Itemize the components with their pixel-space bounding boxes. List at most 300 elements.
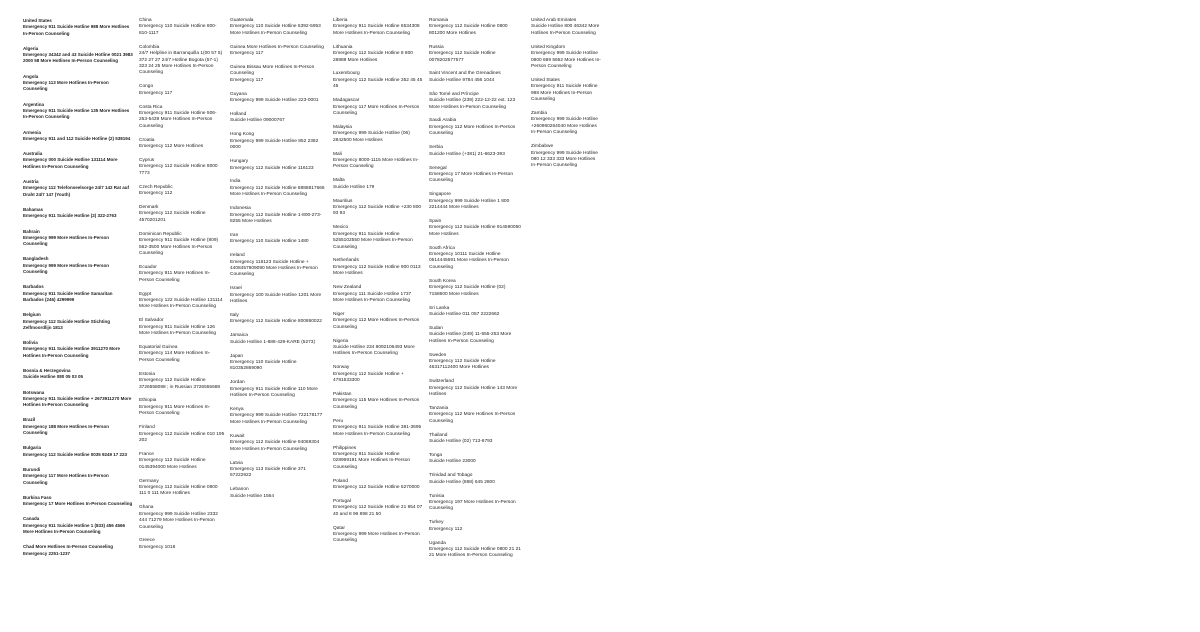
hotline-info: Emergency 112 Suicide Hotline Stichting Zelfmoordlijn 1813	[23, 318, 111, 330]
country-name: Poland	[333, 478, 348, 484]
country-name: Finland	[139, 425, 155, 431]
hotline-info: Emergency 117	[230, 51, 264, 57]
country-name: Armenia	[23, 129, 42, 135]
hotline-info: Emergency 112 Telefonseelsorge 24/7 142 Rat auf Draht 24/7 147 (Youth)	[23, 185, 129, 197]
country-entry	[429, 166, 521, 185]
hotline-info: Emergency 114 More Hotlines In-Person Counseling	[139, 351, 211, 363]
country-name: Guinea More Hotlines In-Person Counseling	[230, 44, 324, 50]
country-entry	[429, 18, 521, 37]
hotline-info: Emergency 911 and 112 Suicide Hotline (2) 538194	[23, 135, 131, 141]
country-name: Estonia	[139, 371, 155, 377]
country-name: Tunisia	[429, 493, 445, 499]
country-entry	[139, 292, 225, 311]
column-4	[333, 18, 423, 552]
hotline-info: Emergency 999 More Hotlines In-Person Counseling	[23, 234, 110, 247]
country-entry	[429, 219, 521, 238]
country-entry	[429, 192, 521, 211]
hotline-info: Emergency 116123 Suicide Hotline + 4408457909090 More Hotlines In-Person Counseling	[230, 259, 318, 278]
hotline-info: Suicide Hotline 080 05 03 05	[23, 374, 84, 380]
country-name: Tonga	[429, 453, 443, 458]
country-entry	[333, 285, 423, 304]
hotline-info: Emergency 188 More Hotlines In-Person Counseling	[23, 423, 110, 436]
column-3	[230, 18, 328, 508]
country-entry	[333, 199, 423, 218]
country-name: Hong Kong	[230, 132, 255, 138]
country-entry	[333, 125, 423, 144]
hotline-info: Emergency 112 Suicide Hotline 46317112400 More Hotlines	[429, 358, 496, 371]
hotline-info: Emergency 112 Suicide Hotline 0035 9249 17 223	[23, 451, 128, 457]
country-entry	[139, 205, 225, 224]
country-entry	[23, 417, 133, 436]
country-name: Singapore	[429, 192, 451, 198]
hotline-info: Emergency 112 More Hotlines	[139, 144, 204, 150]
country-name: China	[139, 18, 152, 23]
hotline-info: Emergency 112 Suicide Hotline 352 45 45 45	[333, 77, 423, 90]
country-name: Madagascar	[333, 98, 360, 104]
hotline-info: Emergency 911 Suicide Hotline 6534308 More Hotlines In-Person Counseling	[333, 24, 420, 36]
country-entry	[139, 345, 225, 364]
country-entry	[429, 520, 521, 533]
hotline-info: Emergency 110 Suicide Hotline 800-810-1117	[139, 24, 217, 36]
hotline-info: Emergency 999 Suicide Hotline 0800 689 5652 More Hotlines In-Person Counseling	[531, 51, 601, 69]
hotline-info: Suicide Hotline 179	[333, 184, 375, 190]
country-entry	[23, 284, 133, 303]
country-entry	[333, 98, 423, 117]
hotline-info: Emergency 112 Suicide Hotline 116123	[230, 165, 314, 171]
country-entry	[230, 313, 328, 326]
country-entry	[230, 206, 328, 225]
country-entry	[531, 111, 601, 137]
country-name: Saudi Arabia	[429, 118, 457, 124]
hotline-info: Suicide Hotline 09000767	[230, 118, 285, 124]
country-name: Mauritius	[333, 198, 353, 204]
hotline-info: Emergency 999 Suicide Hotline +260960264040 More Hotlines In-Person Counseling	[531, 117, 598, 136]
country-entry	[230, 407, 328, 426]
country-name: Bulgaria	[23, 445, 42, 451]
hotline-info: Emergency 112 Suicide Hotline 010 195 202	[139, 431, 225, 443]
hotline-info: Emergency 111 Suicide Hotline 1737 More Hotlines In-Person Counseling	[333, 291, 412, 303]
country-entry	[139, 158, 225, 177]
hotline-info: Emergency 34342 and 43 Suicide Hotline 0021 3983 2000 58 More Hotlines In-Person Counseling	[23, 52, 133, 64]
country-entry	[230, 461, 328, 480]
country-entry	[230, 65, 328, 84]
hotline-info: Suicide Hotline (02) 713-6793	[429, 439, 493, 445]
country-entry	[23, 46, 133, 65]
country-entry	[429, 473, 521, 486]
hotline-info: Emergency 112 Suicide Hotline (02) 7158600 More Hotlines	[429, 285, 506, 297]
country-name: Zambia	[531, 110, 547, 116]
country-name: Sweden	[429, 352, 447, 358]
country-entry	[429, 279, 521, 298]
hotline-info: Suicide Hotline (+381) 21-6623-393	[429, 151, 505, 157]
country-entry	[230, 434, 328, 453]
country-name: Switzerland	[429, 379, 454, 385]
hotline-info: 24/7 Helpline in Barranquilla 1(00 57 5) 372 27 27 24/7 Hotline Bogota (57-1) 323 24 25 More Hotlines In-Person Counseling	[139, 51, 223, 76]
hotline-info: Emergency 113 Suicide Hotline 371 67222922	[230, 466, 306, 479]
country-entry	[139, 45, 225, 77]
hotline-info: Emergency 911 Suicide Hotline 5255102550 More Hotlines In-Person Counseling	[333, 231, 413, 250]
hotline-info: Emergency 112 Suicide Hotline 8000 7773	[139, 164, 218, 176]
hotline-info: Suicide Hotline 9784 456 1044	[429, 77, 495, 83]
country-entry	[139, 538, 225, 551]
country-name: Congo	[139, 84, 154, 90]
country-name: Equatorial Guinea	[139, 345, 178, 351]
country-name: Lithuania	[333, 44, 353, 50]
hotline-info: Suicide Hotline (239) 222-12-22 ext. 123 More Hotlines In-Person Counseling	[429, 98, 516, 110]
country-entry	[23, 390, 133, 409]
hotline-info: Suicide Hotline (868) 645 2800	[429, 479, 495, 485]
country-entry	[333, 18, 423, 37]
country-name: Tanzania	[429, 405, 449, 411]
country-entry	[230, 112, 328, 125]
country-name: Bahrain	[23, 228, 40, 234]
country-entry	[139, 18, 225, 37]
country-name: Philippines	[333, 445, 357, 451]
hotline-info: Emergency 112 Suicide Hotline + 4781533300	[333, 371, 404, 384]
country-entry	[23, 544, 133, 557]
country-name: Senegal	[429, 165, 447, 171]
country-name: Guyana	[230, 91, 247, 97]
country-entry	[139, 398, 225, 417]
country-entry	[139, 185, 225, 198]
country-name: Israel	[230, 286, 242, 292]
country-entry	[139, 318, 225, 337]
country-name: Qatar	[333, 525, 345, 531]
country-entry	[429, 71, 521, 84]
country-name: Iran	[230, 232, 239, 238]
country-entry	[531, 18, 601, 37]
hotline-info: Emergency 999 Suicide Hotline 223-0001	[230, 98, 319, 104]
country-entry	[429, 541, 521, 560]
country-name: Germany	[139, 478, 159, 484]
country-name: Ethiopia	[139, 398, 157, 404]
hotline-info: Emergency 999 Suicide Hotline 1 800 2214444 More Hotlines	[429, 198, 510, 211]
country-entry	[333, 45, 423, 64]
country-entry	[23, 467, 133, 486]
hotline-info: Emergency 110 Suicide Hotline 1480	[230, 239, 309, 245]
country-name: United States	[23, 18, 52, 23]
country-entry	[139, 479, 225, 498]
country-entry	[429, 326, 521, 345]
hotline-info: Emergency 911 Suicide Hotline Samaritan Barbados (246) 4299999	[23, 290, 113, 302]
country-name: United States	[531, 77, 560, 83]
hotline-info: Emergency 17 More Hotlines In-Person Counseling	[23, 501, 133, 507]
hotline-info: Emergency 911 Suicide Hotline 988 More Hotlines In-Person Counseling	[531, 84, 598, 103]
country-name: Australia	[23, 151, 43, 157]
country-name: Turkey	[429, 520, 444, 526]
country-entry	[230, 487, 328, 500]
country-name: Bolivia	[23, 340, 38, 346]
country-name: Saint Vincent and the Grenadines	[429, 71, 501, 77]
country-name: Algeria	[23, 45, 39, 51]
country-entry	[23, 312, 133, 331]
hotline-info: Emergency 112 Suicide Hotline 8 800 28888 More Hotlines	[333, 51, 413, 63]
hotline-info: Emergency 911 More Hotlines In-Person Counseling	[139, 271, 211, 283]
country-name: Austria	[23, 179, 39, 185]
hotline-info: Emergency 911 Suicide Hotline 126 More Hotlines In-Person Counseling	[139, 324, 217, 337]
hotline-info: Emergency 999 More Hotlines In-Person Counseling	[23, 262, 110, 275]
hotline-info: Emergency 112 Suicide Hotline +230 800 93 93	[333, 205, 422, 217]
country-entry	[139, 232, 225, 258]
country-name: Egypt	[139, 291, 152, 297]
country-entry	[333, 419, 423, 438]
hotline-info: Emergency 112 Suicide Hotline 0800 111 0 111 More Hotlines	[139, 485, 218, 497]
country-entry	[429, 306, 521, 319]
country-entry	[230, 132, 328, 151]
country-name: Uganda	[429, 540, 446, 546]
country-entry	[333, 392, 423, 411]
country-name: Belgium	[23, 312, 41, 318]
country-entry	[230, 354, 328, 373]
country-entry	[333, 446, 423, 472]
country-name: Kenya	[230, 407, 244, 413]
hotline-info: Emergency 999 Suicide Hotline 080 12 333 333 More Hotlines In-Person Counseling	[531, 150, 598, 169]
country-name: India	[230, 179, 241, 185]
country-entry	[23, 207, 133, 220]
country-name: Italy	[230, 313, 239, 318]
hotline-info: Emergency 117 More Hotlines In-Person Counseling	[333, 104, 420, 116]
country-entry	[429, 118, 521, 137]
country-entry	[333, 365, 423, 384]
hotline-info: Emergency 911 Suicide Hotline 028969191 More Hotlines In-Person Counseling	[333, 451, 411, 470]
hotline-info: Emergency 911 More Hotlines In-Person Counseling	[139, 404, 211, 417]
country-name: Netherlands	[333, 258, 359, 264]
country-name: Zimbabwe	[531, 144, 554, 150]
country-entry	[429, 406, 521, 425]
column-2	[139, 18, 225, 559]
country-name: Spain	[429, 218, 442, 224]
country-name: Croatia	[139, 137, 155, 143]
country-name: Colombia	[139, 44, 160, 50]
hotline-info: Emergency 17 More Hotlines In-Person Counseling	[429, 171, 513, 184]
country-entry	[230, 92, 328, 105]
hotline-info: Emergency 911 Suicide Hotline 381-3695 More Hotlines In-Person Counseling	[333, 425, 422, 437]
country-name: Brazil	[23, 417, 36, 423]
country-name: Japan	[230, 353, 244, 359]
column-1	[23, 18, 133, 566]
hotline-info: Suicide Hotline 1564	[230, 493, 275, 499]
hotline-info: Emergency 112 Suicide Hotline 21 854 07 40 and 8 96 898 21 50	[333, 505, 423, 517]
hotline-info: Emergency 911 Suicide Hotline (2) 322-2763	[23, 213, 117, 219]
hotline-info: Emergency 112 Suicide Hotline 914590050 More Hotlines	[429, 225, 521, 237]
hotline-info: Suicide Hotline (249) 11-555-253 More Hotlines In-Person Counseling	[429, 332, 512, 344]
hotline-info: Emergency 999 More Hotlines In-Person Counseling	[333, 532, 420, 544]
country-entry	[23, 340, 133, 359]
country-entry	[23, 102, 133, 121]
country-entry	[230, 45, 328, 58]
country-entry	[333, 71, 423, 90]
country-name: Ghana	[139, 505, 154, 511]
country-name: Barbados	[23, 284, 44, 290]
country-name: Burkina Faso	[23, 494, 52, 500]
country-entry	[333, 178, 423, 191]
hotline-info: Emergency 8000-1115 More Hotlines In-Person Counseling	[333, 158, 419, 170]
country-entry	[23, 495, 133, 508]
country-entry	[333, 258, 423, 277]
country-entry	[230, 18, 328, 37]
hotline-info: Emergency 911 Suicide Hotline + 2673911270 More Hotlines In-Person Counseling	[23, 395, 132, 408]
country-entry	[230, 233, 328, 246]
hotline-info: Emergency 911 Suicide Hotline 3911270 More Hotlines In-Person Counseling	[23, 346, 121, 358]
country-entry	[139, 84, 225, 97]
hotline-info: Emergency 112 More Hotlines In-Person Counseling	[429, 124, 516, 137]
country-entry	[429, 246, 521, 272]
country-name: Greece	[139, 538, 155, 544]
hotline-info: Suicide Hotline 800 46342 More Hotlines In-Person Counseling	[531, 24, 600, 36]
country-name: São Tomé and Príncipe	[429, 91, 479, 97]
country-name: New Zealand	[333, 285, 362, 291]
country-name: Liberia	[333, 18, 348, 23]
hotline-info: Emergency 911 Suicide Hotline 1 (833) 456 4566 More Hotlines In-Person Counseling	[23, 522, 126, 535]
country-entry	[139, 138, 225, 151]
country-name: Jamaica	[230, 333, 248, 339]
hotline-info: Emergency 999 Suicide Hotline 2332 444 71279 More Hotlines In-Person Counseling	[139, 511, 218, 530]
hotline-info: Emergency 112 Suicide Hotline 900 0113 More Hotlines	[333, 264, 421, 277]
hotline-info: Emergency 911 Suicide Hotline (809) 562-3500 More Hotlines In-Person Counseling	[139, 238, 219, 256]
country-name: Chad More Hotlines In-Person Counseling	[23, 544, 114, 550]
hotline-info: Emergency 112 More Hotlines In-Person Counseling	[429, 412, 516, 424]
hotline-info: Emergency 2251-1237	[23, 550, 71, 556]
country-name: Luxembourg	[333, 71, 360, 77]
hotline-info: Suicide Hotline 23000	[429, 459, 476, 465]
hotline-info: Emergency 100 Suicide Hotline 1201 More Hotlines	[230, 292, 322, 305]
country-name: Bosnia & Herzegovina	[23, 367, 71, 373]
hotline-info: Emergency 1018	[139, 544, 176, 550]
country-name: Canada	[23, 516, 40, 522]
country-entry	[139, 105, 225, 131]
country-entry	[531, 45, 601, 71]
country-name: Costa Rica	[139, 104, 163, 110]
hotline-info: Emergency 112 Suicide Hotline 0800 21 21 21 More Hotlines In-Person Counseling	[429, 547, 521, 559]
hotline-info: Emergency 000 Suicide Hotline 131114 More Hotlines In-Person Counseling	[23, 157, 118, 169]
country-entry	[23, 445, 133, 458]
country-name: Portugal	[333, 498, 351, 504]
country-entry	[333, 479, 423, 492]
country-name: Niger	[333, 311, 345, 317]
country-name: South Africa	[429, 245, 455, 251]
country-entry	[531, 144, 601, 170]
country-name: United Arab Emirates	[531, 18, 577, 23]
country-name: Bahamas	[23, 206, 44, 212]
country-name: Malta	[333, 178, 345, 184]
country-entry	[230, 380, 328, 399]
country-entry	[23, 74, 133, 93]
country-name: Guinea Bissau More Hotlines In-Person Counseling	[230, 65, 315, 77]
country-name: Czech Republic	[139, 184, 173, 190]
country-name: Bangladesh	[23, 256, 49, 262]
hotline-info: Emergency 110 Suicide Hotline 5392-5953 More Hotlines In-Person Counseling	[230, 24, 321, 36]
hotline-info: Emergency 122 Suicide Hotline 131114 More Hotlines In-Person Counseling	[139, 298, 223, 310]
hotline-info: Emergency 117	[230, 77, 264, 83]
country-entry	[429, 494, 521, 513]
country-entry	[429, 92, 521, 111]
country-entry	[23, 18, 133, 37]
country-entry	[333, 526, 423, 545]
country-name: Thailand	[429, 432, 448, 438]
country-entry	[333, 225, 423, 251]
hotline-info: Emergency 911 Suicide Hotline 506-253-5439 More Hotlines In-Person Counseling	[139, 110, 217, 129]
country-entry	[230, 179, 328, 198]
country-name: Guatemala	[230, 18, 254, 23]
country-name: Ireland	[230, 253, 245, 259]
country-name: Cyprus	[139, 158, 155, 163]
country-entry	[23, 130, 133, 143]
hotline-info: Suicide Hotline 011 057 2222662	[429, 311, 500, 317]
hotline-info: Emergency 911 Suicide Hotline 988 More Hotlines In-Person Counseling	[23, 24, 130, 36]
hotline-info: Emergency 117 More Hotlines In-Person Counseling	[23, 473, 109, 485]
hotline-info: Emergency 112	[139, 191, 173, 197]
country-name: Holland	[230, 112, 247, 118]
country-name: Nigeria	[333, 338, 349, 344]
country-entry	[333, 152, 423, 171]
hotline-info: Emergency 10111 Suicide Hotline 0514445691 More Hotlines In-Person Counseling	[429, 252, 509, 270]
hotline-info: Emergency 112 Suicide Hotline 0800 801200 More Hotlines	[429, 24, 508, 36]
country-entry	[139, 265, 225, 284]
country-entry	[230, 159, 328, 172]
hotline-info: Emergency 117	[139, 90, 173, 96]
country-name: Peru	[333, 418, 344, 424]
country-name: South Korea	[429, 278, 456, 284]
country-name: Sudan	[429, 325, 443, 331]
hotline-info: Emergency 112 Suicide Hotline 1-800-273-8255 More Hotlines	[230, 212, 322, 224]
country-entry	[139, 452, 225, 471]
country-entry	[333, 312, 423, 331]
country-name: Argentina	[23, 101, 45, 107]
country-entry	[230, 286, 328, 305]
country-entry	[139, 372, 225, 391]
country-name: Sri Lanka	[429, 305, 450, 311]
country-name: Lebanon	[230, 487, 249, 493]
country-name: Ecuador	[139, 264, 157, 270]
hotline-info: Suicide Hotline 1-888-429-KARE (5273)	[230, 339, 316, 345]
column-5	[429, 18, 521, 567]
country-entry	[23, 368, 133, 381]
country-name: Burundi	[23, 466, 41, 472]
country-entry	[429, 379, 521, 398]
country-name: Mali	[333, 151, 342, 157]
country-entry	[23, 179, 133, 198]
hotline-info: Emergency 112 Suicide Hotline 800860022	[230, 319, 322, 325]
country-entry	[429, 433, 521, 446]
hotline-info: Emergency 112	[429, 526, 463, 532]
country-entry	[23, 516, 133, 535]
country-name: Russia	[429, 44, 444, 50]
hotline-info: Emergency 911 Suicide Hotline 135 More Hotlines In-Person Counseling	[23, 107, 130, 120]
hotline-info: Emergency 999 Suicide Hotline 722178177 More Hotlines In-Person Counseling	[230, 413, 323, 425]
country-entry	[429, 45, 521, 64]
column-6	[531, 18, 601, 177]
hotline-info: Emergency 112 Suicide Hotline 5270000	[333, 485, 420, 491]
hotline-info: Suicide Hotline 234 8092106493 More Hotlines In-Person Counseling	[333, 345, 415, 357]
hotline-info: Emergency 197 More Hotlines In-Person Counseling	[429, 500, 516, 512]
country-entry	[429, 353, 521, 372]
country-name: Dominican Republic	[139, 231, 182, 237]
country-name: Hungary	[230, 159, 249, 165]
hotline-info: Emergency 113 More Hotlines In-Person Counseling	[23, 80, 109, 92]
country-name: Romania	[429, 18, 449, 23]
hotline-info: Emergency 115 More Hotlines In-Person Counseling	[333, 398, 420, 410]
country-name: Botswana	[23, 389, 45, 395]
country-name: United Kingdom	[531, 44, 566, 50]
country-name: Indonesia	[230, 206, 251, 212]
country-entry	[23, 229, 133, 248]
hotline-info: Emergency 112 Suicide Hotline 94069304 More Hotlines In-Person Counseling	[230, 440, 320, 452]
country-name: Trinidad and Tobago	[429, 473, 473, 479]
country-entry	[333, 339, 423, 358]
hotline-info: Emergency 911 Suicide Hotline 110 More Hotlines In-Person Counseling	[230, 386, 318, 399]
country-entry	[429, 145, 521, 158]
country-name: Pakistan	[333, 392, 352, 398]
